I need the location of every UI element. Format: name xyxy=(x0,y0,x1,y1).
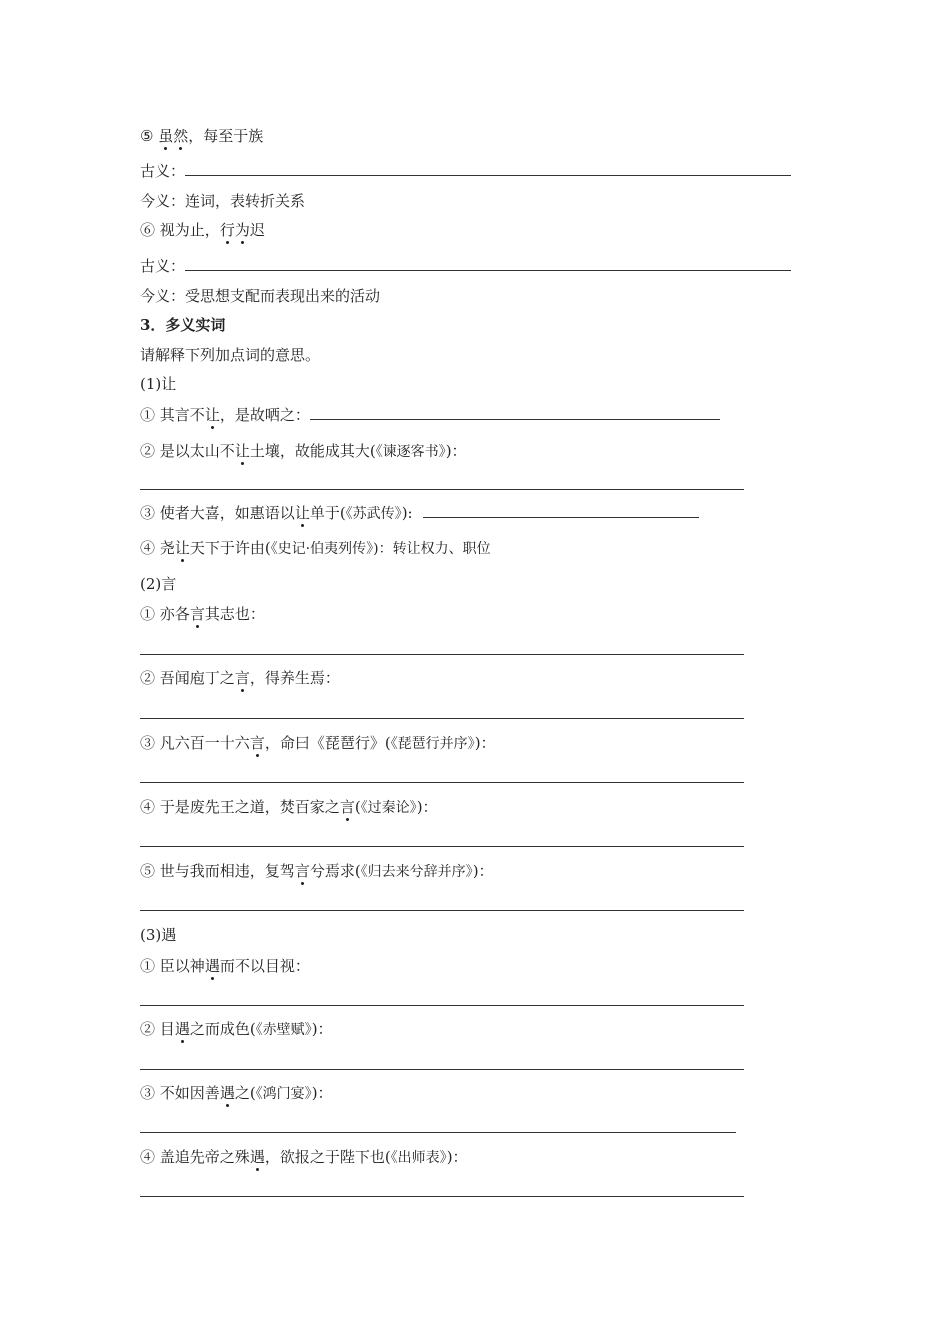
answer-blank[interactable] xyxy=(310,405,720,420)
sentence-text: 视为止， xyxy=(159,221,220,239)
item5-sentence xyxy=(140,126,263,146)
dotted-word: 遇 xyxy=(204,957,220,975)
dotted-word: 行 xyxy=(219,221,235,239)
yu-heading: (3)遇 xyxy=(140,926,177,944)
sentence-text: 兮焉求( xyxy=(309,862,361,880)
yan-q3 xyxy=(140,733,496,754)
sentence-text: ，得养生焉： xyxy=(249,669,340,687)
rang-q3 xyxy=(140,503,699,524)
sentence-text: 世与我而相违，复驾 xyxy=(159,862,295,880)
sentence-text: 是以太山不 xyxy=(159,442,235,460)
dotted-word: 遇 xyxy=(249,1148,265,1166)
sentence-text: )：转让权力、职位 xyxy=(373,541,491,557)
sentence-text: 盖追先帝之殊 xyxy=(159,1148,250,1166)
sentence-text: 单于( xyxy=(309,504,346,522)
sentence-text: 不如因善 xyxy=(159,1084,220,1102)
answer-blank[interactable] xyxy=(423,503,699,518)
item-number: ② xyxy=(140,669,156,687)
sentence-text: )： xyxy=(311,1084,333,1102)
sentence-text: 土壤，故能成其大( xyxy=(249,442,376,460)
yu-q2 xyxy=(140,1019,333,1040)
yu-q1 xyxy=(140,956,310,976)
sentence-text: 使者大喜，如惠语以 xyxy=(159,504,295,522)
yan-q1 xyxy=(140,604,265,624)
sentence-text: 亦各 xyxy=(159,605,190,623)
yan-q2 xyxy=(140,668,340,688)
answer-line[interactable] xyxy=(140,1069,744,1070)
item-number: ③ xyxy=(140,1084,156,1102)
item6-sentence xyxy=(140,220,265,240)
sentence-text: ): xyxy=(401,504,418,522)
dotted-word: 让 xyxy=(174,539,190,557)
item5-jin: 今义：连词，表转折关系 xyxy=(140,192,306,210)
sentence-text: 迟 xyxy=(249,221,265,239)
dotted-word: 言 xyxy=(294,862,310,880)
rang-q2 xyxy=(140,441,467,462)
answer-line[interactable] xyxy=(140,1132,736,1133)
sentence-text: ，命曰《琵琶行》( xyxy=(264,734,391,752)
answer-blank[interactable] xyxy=(185,161,791,176)
yu-q4 xyxy=(140,1147,468,1168)
yan-q4 xyxy=(140,797,438,818)
dotted-word: 然 xyxy=(173,127,189,145)
source-title: 《过秦论》 xyxy=(360,800,417,816)
sentence-text: 臣以神 xyxy=(159,957,205,975)
answer-line[interactable] xyxy=(140,910,744,911)
sentence-text: ( xyxy=(354,798,361,816)
item-number: ⑥ xyxy=(140,221,156,239)
answer-line[interactable] xyxy=(140,654,744,655)
item6-jin: 今义：受思想支配而表现出来的活动 xyxy=(140,287,381,305)
answer-line[interactable] xyxy=(140,1196,744,1197)
answer-line[interactable] xyxy=(140,782,744,783)
yan-heading: (2)言 xyxy=(140,575,177,593)
answer-line[interactable] xyxy=(140,846,744,847)
source-title: 《谏逐客书》 xyxy=(375,444,446,460)
sentence-text: ，是故哂之： xyxy=(219,406,310,424)
item-number: ② xyxy=(140,1020,156,1038)
dotted-word: 让 xyxy=(204,406,220,424)
item-number: ① xyxy=(140,605,156,623)
sentence-text: ，欲报之于陛下也( xyxy=(264,1148,391,1166)
answer-line[interactable] xyxy=(140,489,744,490)
source-title: 《出师表》 xyxy=(390,1150,447,1166)
yan-q5 xyxy=(140,861,494,882)
answer-blank[interactable] xyxy=(185,256,791,271)
source-title: 《归去来兮辞并序》 xyxy=(360,864,473,880)
gu-label: 古义： xyxy=(140,162,186,180)
sentence-text: 之而成色( xyxy=(189,1020,256,1038)
rang-q1 xyxy=(140,405,720,425)
item-number: ① xyxy=(140,406,156,424)
yu-q3 xyxy=(140,1083,333,1104)
sentence-text: 吾闻庖丁之 xyxy=(159,669,235,687)
sentence-text: 其言不 xyxy=(159,406,205,424)
source-title: 《琵琶行并序》 xyxy=(390,736,475,752)
item-number: ③ xyxy=(140,504,156,522)
source-title: 《苏武传》 xyxy=(345,506,402,522)
item-number: ③ xyxy=(140,734,156,752)
source-title: 《赤壁赋》 xyxy=(255,1022,312,1038)
rang-q4 xyxy=(140,538,491,559)
item-number: ② xyxy=(140,442,156,460)
section-title: 3．多义实词 xyxy=(140,316,226,334)
dotted-word: 为 xyxy=(234,221,250,239)
dotted-word: 让 xyxy=(294,504,310,522)
sentence-text: 尧 xyxy=(159,539,175,557)
dotted-word: 遇 xyxy=(219,1084,235,1102)
sentence-text: )： xyxy=(474,734,496,752)
sentence-text: 凡六百一十六 xyxy=(159,734,250,752)
sentence-text: 其志也： xyxy=(204,605,265,623)
source-title: 《鸿门宴》 xyxy=(255,1086,312,1102)
item6-gu-row xyxy=(140,256,791,276)
sentence-text: )： xyxy=(311,1020,333,1038)
sentence-text: 于是废先王之道，焚百家之 xyxy=(159,798,340,816)
sentence-text: )： xyxy=(446,1148,468,1166)
dotted-word: 言 xyxy=(189,605,205,623)
dotted-word: 遇 xyxy=(174,1020,190,1038)
sentence-text: )： xyxy=(416,798,438,816)
rang-heading: (1)让 xyxy=(140,375,177,393)
sentence-text: )： xyxy=(445,442,467,460)
item-number: ⑤ xyxy=(140,127,154,145)
answer-line[interactable] xyxy=(140,1005,744,1006)
sentence-text: 天下于许由( xyxy=(189,539,271,557)
sentence-text: 之( xyxy=(234,1084,256,1102)
dotted-word: 言 xyxy=(249,734,265,752)
sentence-text: ，每至于族 xyxy=(188,127,264,145)
item-number: ① xyxy=(140,957,156,975)
dotted-word: 虽 xyxy=(158,127,174,145)
item-number: ④ xyxy=(140,798,156,816)
item5-gu-row xyxy=(140,161,791,181)
answer-line[interactable] xyxy=(140,718,744,719)
sentence-text: 目 xyxy=(159,1020,175,1038)
gu-label: 古义： xyxy=(140,257,186,275)
section-instruction: 请解释下列加点词的意思。 xyxy=(140,346,321,364)
sentence-text: 而不以目视： xyxy=(219,957,310,975)
source-title: 《史记·伯夷列传》 xyxy=(270,541,374,557)
dotted-word: 言 xyxy=(339,798,355,816)
dotted-word: 让 xyxy=(234,442,250,460)
item-number: ④ xyxy=(140,539,156,557)
dotted-word: 言 xyxy=(234,669,250,687)
item-number: ④ xyxy=(140,1148,156,1166)
item-number: ⑤ xyxy=(140,862,156,880)
sentence-text: )： xyxy=(472,862,494,880)
